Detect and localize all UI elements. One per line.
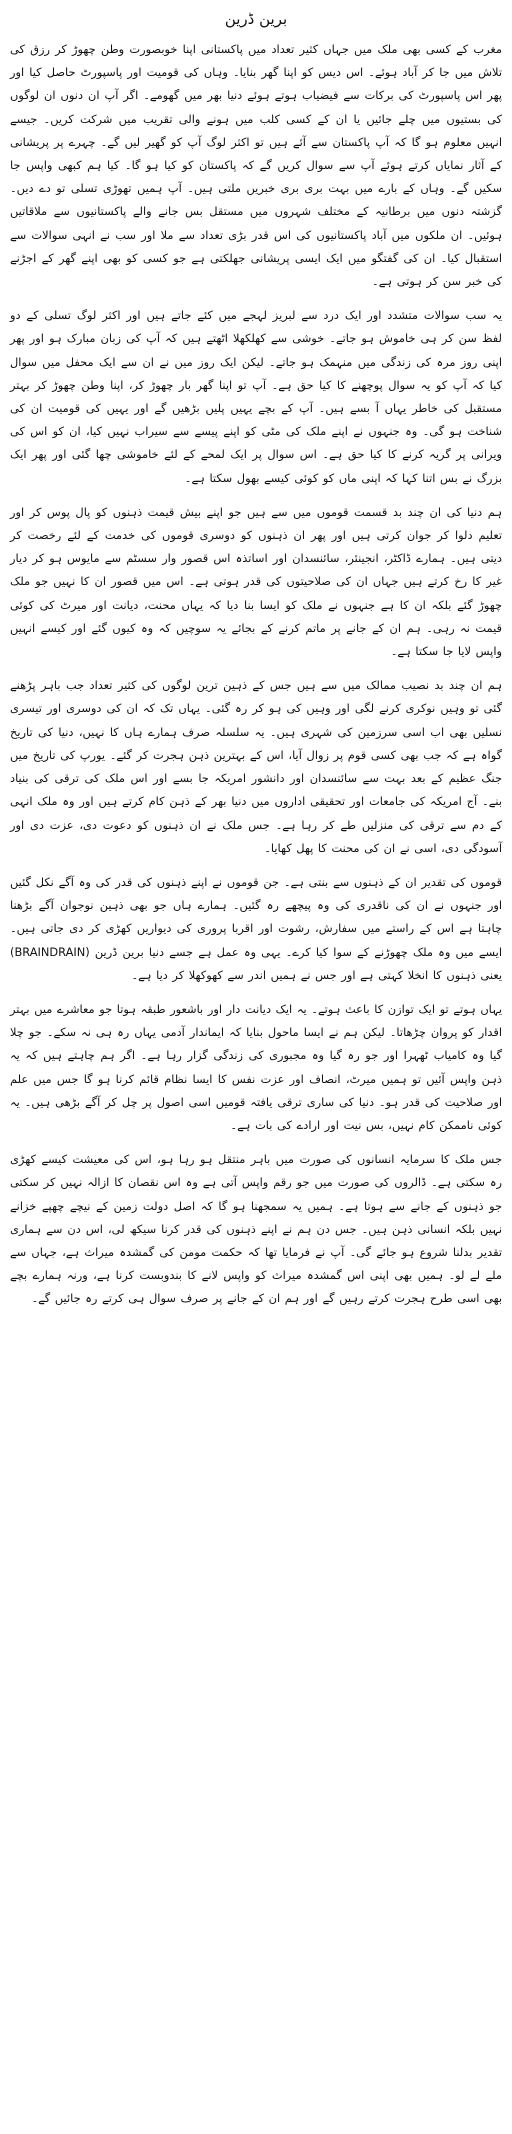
article-paragraph: ہم ان چند بد نصیب ممالک میں سے ہیں جس کے ذہین ترین لوگوں کی کثیر تعداد جب باہر پڑھنے گئی تو وہیں نوکری کرنے لگی اور وہیں کی ہو کر رہ گئی۔ یہاں تک کہ ان کی دوسری اور تیسری نسلیں بھی اب اسی سرزمین کی شہری ہیں۔ یہ سلسلہ صرف ہمارے ہاں کا نہیں، دنیا کی تاریخ گواہ ہے کہ جب بھی کسی قوم پر زوال آیا، اس کے بہترین ذہن ہجرت کر گئے۔ یورپ کی تاریخ میں جنگ عظیم کے بعد بہت سے سائنسدان اور دانشور امریکہ جا بسے اور اس ملک کی ترقی کی بنیاد بنے۔ آج امریکہ کی جامعات اور تحقیقی اداروں میں دنیا بھر کے ذہن کام کرتے ہیں اور وہ ملک انہی کے دم سے ترقی کی منزلیں طے کر رہا ہے۔ جس ملک نے ان ذہنوں کو دعوت دی، عزت دی اور آسودگی دی، اسی نے ان کی محنت کا پھل کھایا۔ xyxy=(10,678,502,855)
article-paragraph: مغرب کے کسی بھی ملک میں جہاں کثیر تعداد میں پاکستانی اپنا خوبصورت وطن چھوڑ کر رزق کی تلاش میں جا کر آباد ہوئے۔ اس دیس کو اپنا گھر بنایا۔ وہاں کی قومیت اور پاسپورٹ حاصل کیا اور پھر اس پاسپورٹ کی برکات سے فیضیاب ہوتے ہوئے دنیا بھر میں گھومے۔ اگر آپ ان دنوں ان لوگوں کی بستیوں میں چلے جائیں یا ان کے کسی کلب میں ہونے والی تقریب میں شرکت کریں۔ جیسے انہیں معلوم ہو گا کہ آپ پاکستان سے آئے ہیں تو اکثر لوگ آپ کو گھیر لیں گے۔ چہرے پر پریشانی کے آثار نمایاں کرتے ہوئے آپ سے سوال کریں گے کہ پاکستان کو کیا ہو گا۔ کیا ہم کبھی واپس جا سکیں گے۔ وہاں کے بارے میں بہت بری بری خبریں ملتی ہیں۔ آپ ہمیں تھوڑی تسلی تو دے دیں۔ گزشتہ دنوں میں برطانیہ کے مختلف شہروں میں مستقل بس جانے والے پاکستانیوں سے ملاقاتیں ہوئیں۔ ان ملکوں میں آباد پاکستانیوں کی اس قدر بڑی تعداد سے ملا اور سب نے انہی سوالات سے استقبال کیا۔ ان کی گفتگو میں ایک ایسی پریشانی جھلکتی ہے جو کسی کو بھی اپنے گھر کے اجڑنے کی خبر سن کر ہوتی ہے۔ xyxy=(10,42,502,289)
article-paragraph: قوموں کی تقدیر ان کے ذہنوں سے بنتی ہے۔ جن قوموں نے اپنے ذہنوں کی قدر کی وہ آگے نکل گئیں اور جنہوں نے ان کی ناقدری کی وہ پیچھے رہ گئیں۔ ہمارے ہاں جو بھی ذہین نوجوان آگے بڑھنا چاہتا ہے اس کے راستے میں سفارش، رشوت اور اقربا پروری کی دیواریں کھڑی کر دی جاتی ہیں۔ ایسے میں وہ ملک چھوڑنے کے سوا کیا کرے۔ یہی وہ عمل ہے جسے دنیا برین ڈرین (BRAINDRAIN) یعنی ذہنوں کا انخلا کہتی ہے اور جس نے ہمیں اندر سے کھوکھلا کر دیا ہے۔ xyxy=(10,874,502,982)
article-paragraph: یہاں ہوتے تو ایک توازن کا باعث ہوتے۔ یہ ایک دیانت دار اور باشعور طبقہ ہوتا جو معاشرے میں بہتر اقدار کو پروان چڑھاتا۔ لیکن ہم نے ایسا ماحول بنایا کہ ایماندار آدمی یہاں رہ ہی نہ سکے۔ جو چلا گیا وہ کامیاب ٹھہرا اور جو رہ گیا وہ مجبوری کی زندگی گزار رہا ہے۔ اگر ہم چاہتے ہیں کہ یہ ذہن واپس آئیں تو ہمیں میرٹ، انصاف اور عزت نفس کا ایسا نظام قائم کرنا ہو گا جس میں علم اور صلاحیت کی قدر ہو۔ دنیا کی ساری ترقی یافتہ قومیں اسی اصول پر چل کر آگے بڑھی ہیں۔ یہ کوئی ناممکن کام نہیں، بس نیت اور ارادے کی بات ہے۔ xyxy=(10,1001,502,1132)
article-paragraph: یہ سب سوالات متشدد اور ایک درد سے لبریز لہجے میں کئے جاتے ہیں اور اکثر لوگ تسلی کے دو لفظ سن کر ہی خاموش ہو جاتے۔ خوشی سے کھلکھلا اٹھتے ہیں کہ آپ کی زبان مبارک ہو اور پھر اپنی روز مرہ کی زندگی میں منہمک ہو جاتے۔ لیکن ایک روز میں نے ان سے ایک محفل میں سوال کیا کہ آپ کو یہ سوال پوچھنے کا کیا حق ہے۔ آپ تو اپنا گھر بار چھوڑ کر، اپنا وطن چھوڑ کر بہتر مستقبل کی خاطر یہاں آ بسے ہیں۔ آپ کے بچے یہیں پلیں بڑھیں گے اور یہیں کی قومیت ان کی شناخت ہو گی۔ وہ جنہوں نے اپنے ملک کی مٹی کو اپنے پیسے سے سیراب نہیں کیا، ان کو اس کی ویرانی پر گریہ کرنے کا کیا حق ہے۔ اس سوال پر ایک لمحے کے لئے خاموشی چھا گئی اور پھر ایک بزرگ نے بس اتنا کہا کہ اپنی ماں کو کوئی کیسے بھول سکتا ہے۔ xyxy=(10,308,502,485)
article-paragraph: ہم دنیا کی ان چند بد قسمت قوموں میں سے ہیں جو اپنے بیش قیمت ذہنوں کو پال پوس کر اور تعلیم دلوا کر جوان کرتی ہیں اور پھر ان ذہنوں کو دوسری قوموں کی خدمت کے لئے رخصت کر دیتی ہیں۔ ہمارے ڈاکٹر، انجینئر، سائنسدان اور اساتذہ اس قصور وار سسٹم سے مایوس ہو کر دیار غیر کا رخ کرتے ہیں جہاں ان کی صلاحیتوں کی قدر ہوتی ہے۔ اس میں قصور ان کا نہیں جو ملک چھوڑ گئے بلکہ ان کا ہے جنہوں نے ملک کو ایسا بنا دیا کہ یہاں محنت، دیانت اور میرٹ کی کوئی قیمت نہ رہی۔ ہم ان کے جانے پر ماتم کرنے کے بجائے یہ سوچیں کہ وہ کیوں گئے اور کیسے انہیں واپس لایا جا سکتا ہے۔ xyxy=(10,504,502,659)
article-title: برین ڈرین xyxy=(224,10,288,28)
article-paragraph: جس ملک کا سرمایہ انسانوں کی صورت میں باہر منتقل ہو رہا ہو، اس کی معیشت کیسے کھڑی رہ سکتی ہے۔ ڈالروں کی صورت میں جو رقم واپس آتی ہے وہ اس نقصان کا ازالہ نہیں کر سکتی جو ذہنوں کے جانے سے ہوتا ہے۔ ہمیں یہ سمجھنا ہو گا کہ اصل دولت زمین کے نیچے چھپے خزانے نہیں بلکہ انسانی ذہن ہیں۔ جس دن ہم نے اپنے ذہنوں کی قدر کرنا سیکھ لی، اس دن سے ہماری تقدیر بدلنا شروع ہو جائے گی۔ آپ نے فرمایا تھا کہ حکمت مومن کی گمشدہ میراث ہے، جہاں سے ملے لے لو۔ ہمیں بھی اپنی اس گمشدہ میراث کو واپس لانے کا بندوبست کرنا ہے، ورنہ ہمارے بچے بھی اسی طرح ہجرت کرتے رہیں گے اور ہم ان کے جانے پر صرف سوال ہی کرتے رہ جائیں گے۔ xyxy=(10,1152,502,1306)
